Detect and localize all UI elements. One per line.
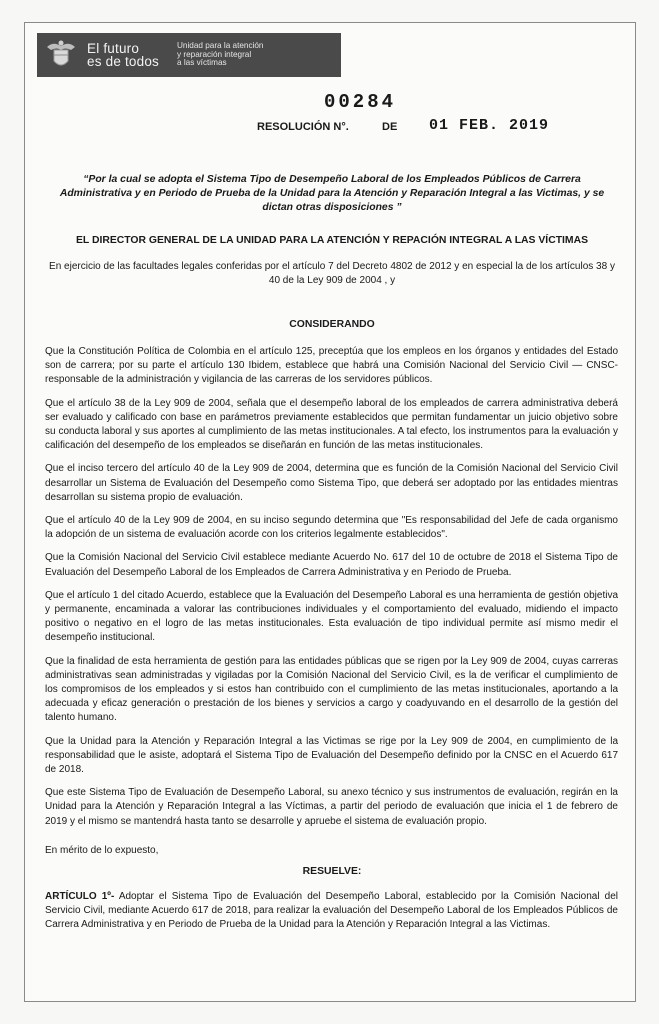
considerando-paragraph: Que la Comisión Nacional del Servicio Civil establece mediante Acuerdo No. 617 del 10 de octubre de 2018 el Sistema Tipo de Evaluación del Desempeño Laboral de los Empleados de Carrera Administrativa y en Periodo de Prueba.	[45, 552, 618, 578]
resuelve-heading: RESUELVE:	[302, 866, 362, 877]
slogan-line-1: El futuro	[87, 41, 140, 56]
director-heading: EL DIRECTOR GENERAL DE LA UNIDAD PARA LA ATENCIÓN Y REPACIÓN INTEGRAL A LAS VÍCTIMAS	[75, 235, 589, 246]
article-1-text: Adoptar el Sistema Tipo de Evaluación del Desempeño Laboral, establecido por la Comisión Nacional del Servicio Civil, mediante Acuerdo 617 de 2018, para realizar la evaluación del Desempeño Laboral de los Empleados Públicos de Carrera Administrativa y en Periodo de Prueba de la Unidad para la Atención y Reparación Integral a las Victimas.	[45, 891, 619, 931]
considerando-list	[45, 345, 618, 838]
entity-line-2: y reparación integral	[177, 49, 252, 59]
considerando-paragraph: Que el artículo 40 de la Ley 909 de 2004, en su inciso segundo determina que "Es responsabilidad del Jefe de cada organismo la adopción de un sistema de evaluación acorde con los criterios legalmente establecidos".	[45, 515, 618, 541]
article-1	[45, 890, 618, 933]
considerando-paragraph: Que el artículo 38 de la Ley 909 de 2004, señala que el desempeño laboral de los empleados de carrera administrativa deberá ser evaluado y calificado con base en parámetros previamente establecidos que permitan fundamentar un juicio objetivo sobre su conducta laboral y sus aportes al cumplimiento de las metas institucionales. A tal efecto, los instrumentos para la evaluación y calificación del desempeño de los empleados se diseñarán en función de las metas institucionales.	[45, 397, 618, 452]
letterhead-banner	[37, 33, 341, 77]
slogan-line-2: es de todos	[87, 54, 160, 69]
government-slogan	[87, 42, 169, 68]
resolution-label: RESOLUCIÓN N°.	[257, 121, 349, 133]
coat-of-arms-icon	[41, 35, 81, 75]
considerando-heading: CONSIDERANDO	[289, 319, 375, 330]
considerando-paragraph: Que la Constitución Política de Colombia en el artículo 125, preceptúa que los empleos en los órganos y entidades del Estado son de carrera; por su parte el artículo 130 Ibidem, establece que habrá una Comisión Nacional del Servicio Civil — CNSC- responsable de la administración y vigilancia de las carreras de los servidores públicos.	[45, 346, 618, 386]
article-1-label: ARTÍCULO 1º-	[45, 891, 115, 902]
considerando-paragraph: Que la Unidad para la Atención y Reparación Integral a las Victimas se rige por la Ley 909 de 2004, en cumplimiento de la responsabilidad que le asiste, adoptará el Sistema Tipo de Evaluación del Desempeño definido por la CNSC en el Acuerdo 617 de 2018.	[45, 735, 618, 776]
entity-line-3: a las víctimas	[177, 58, 227, 68]
considerando-paragraph: Que el inciso tercero del artículo 40 de la Ley 909 de 2004, determina que es función de la Comisión Nacional del Servicio Civil desarrollar un Sistema de Evaluación del Desempeño como Sistema Tipo, que deberá ser adoptado por las entidades mientras desarrollan su sistema propio de evaluación.	[45, 463, 618, 503]
resolution-de-label: DE	[382, 121, 398, 133]
faculties-paragraph: En ejercicio de las facultades legales conferidas por el artículo 7 del Decreto 4802 de 2012 y en especial la de los artículos 38 y 40 de la Ley 909 de 2004 , y	[49, 261, 615, 286]
entity-name	[177, 42, 317, 68]
resolution-number: 00284	[324, 91, 397, 113]
considerando-paragraph: Que este Sistema Tipo de Evaluación de Desempeño Laboral, su anexo técnico y sus instrumentos de evaluación, regirán en la Unidad para la Atención y Reparación Integral a las Víctimas, a partir del periodo de evaluación que inicia el 1 de febrero de 2019 y el mismo se mantendrá hasta tanto se desarrolle y apruebe el sistema de evaluación propio.	[45, 787, 618, 827]
resolution-date: 01 FEB. 2019	[429, 117, 550, 134]
entity-line-1: Unidad para la atención	[177, 41, 264, 51]
document-page	[24, 22, 636, 1002]
merito-line: En mérito de lo expuesto,	[45, 845, 159, 856]
resolution-title: “Por la cual se adopta el Sistema Tipo de Desempeño Laboral de los Empleados Públicos de Carrera Administrativa y en Periodo de Prueba de la Unidad para la Atención y Reparación Integral a las Victimas, y se dictan otras disposiciones ”	[59, 174, 605, 213]
considerando-paragraph: Que la finalidad de esta herramienta de gestión para las entidades públicas que se rigen por la Ley 909 de 2004, cuyas carreras administrativas sean administradas y vigiladas por la Comisión Nacional del Servicio Civil, es la de verificar el cumplimiento de los compromisos de los empleados y si estos han contribuido con el cumplimiento de las metas institucionales, aportando a la adecuada y eficaz generación o prestación de los bienes y servicios a cargo y coadyuvando en el desarrollo de la gestión del talento humano.	[45, 655, 618, 724]
considerando-paragraph: Que el artículo 1 del citado Acuerdo, establece que la Evaluación del Desempeño Laboral es una herramienta de gestión objetiva y permanente, encaminada a valorar las contribuciones individuales y el comportamiento del evaluado, midiendo el impacto positivo o negativo en el logro de las metas institucionales. Esta evaluación de tipo individual permite así mismo medir el desempeño institucional.	[45, 589, 618, 644]
